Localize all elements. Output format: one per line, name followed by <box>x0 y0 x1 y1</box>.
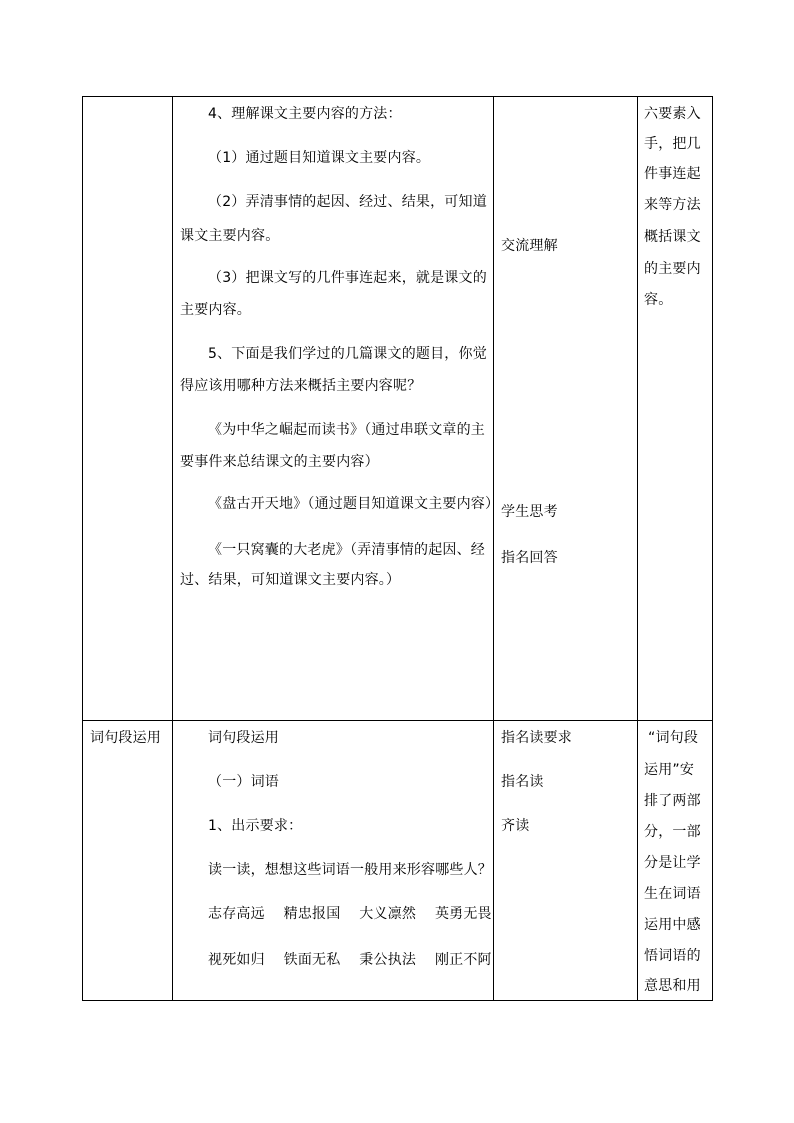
row2-content-line: 读一读，想想这些词语一般用来形容哪些人？ <box>208 862 492 878</box>
row1-note-line: 六要素入 <box>644 106 701 122</box>
row2-note-line: 意思和用 <box>644 978 701 994</box>
row2-note-line: 分，一部 <box>644 824 701 840</box>
row2-note-line: 悟词语的 <box>644 948 701 964</box>
row2-content-line: 词句段运用 <box>208 730 279 746</box>
row1-content-line: 《为中华之崛起而读书》（通过串联文章的主 <box>208 422 485 438</box>
row2-note-line: 分是让学 <box>644 855 701 871</box>
row1-note-line: 概括课文 <box>644 229 701 245</box>
row2-note-line: 排了两部 <box>644 793 701 809</box>
table-col-divider-3 <box>637 96 638 1001</box>
table-top-border <box>82 96 713 97</box>
row1-activity-line: 学生思考 <box>501 504 558 520</box>
row1-note-line: 来等方法 <box>644 197 701 213</box>
row1-content-line: 5、下面是我们学过的几篇课文的题目，你觉 <box>208 346 487 362</box>
row1-content-line: 4、理解课文主要内容的方法： <box>208 106 402 122</box>
row1-note-line: 容。 <box>644 292 673 308</box>
table-right-border <box>712 96 713 1001</box>
table-col-divider-2 <box>493 96 494 1001</box>
row1-note-line: 的主要内 <box>644 261 701 277</box>
row2-note-line: “词句段 <box>648 730 699 746</box>
table-row-divider <box>82 720 713 721</box>
row2-section-label: 词句段运用 <box>90 730 161 746</box>
row1-content-line: 要事件来总结课文的主要内容） <box>180 454 379 470</box>
row2-note-line: 运用中感 <box>644 917 701 933</box>
table-bottom-border <box>82 1000 713 1001</box>
row1-content-line: 《一只窝囊的大老虎》（弄清事情的起因、经 <box>208 542 485 558</box>
row2-word-list: 视死如归 铁面无私 秉公执法 刚正不阿 <box>208 952 492 968</box>
row1-content-line: 过、结果，可知道课文主要内容。） <box>180 572 401 588</box>
row1-content-line: （3）把课文写的几件事连起来，就是课文的 <box>208 270 487 286</box>
row1-activity-line: 指名回答 <box>501 550 558 566</box>
row2-content-line: （一）词语 <box>208 774 279 790</box>
row2-activity-line: 指名读 <box>501 774 544 790</box>
row1-content-line: 得应该用哪种方法来概括主要内容呢？ <box>180 378 422 394</box>
row1-note-line: 手，把几 <box>644 136 701 152</box>
row2-note-line: 生在词语 <box>644 886 701 902</box>
table-col-divider-1 <box>172 96 173 1001</box>
row2-content-line: 1、出示要求： <box>208 818 303 834</box>
row1-content-line: 课文主要内容。 <box>180 228 280 244</box>
row1-content-line: （2）弄清事情的起因、经过、结果，可知道 <box>208 194 487 210</box>
row1-content-line: 《盘古开天地》（通过题目知道课文主要内容） <box>208 496 500 512</box>
row2-word-list: 志存高远 精忠报国 大义凛然 英勇无畏 <box>208 906 492 922</box>
row2-activity-line: 指名读要求 <box>501 730 572 746</box>
row1-activity-line: 交流理解 <box>501 238 558 254</box>
row1-note-line: 件事连起 <box>644 166 701 182</box>
row2-activity-line: 齐读 <box>501 818 530 834</box>
row1-content-line: （1）通过题目知道课文主要内容。 <box>208 150 431 166</box>
table-left-border <box>82 96 83 1001</box>
row2-note-line: 运用”安 <box>644 762 695 778</box>
row1-content-line: 主要内容。 <box>180 302 251 318</box>
